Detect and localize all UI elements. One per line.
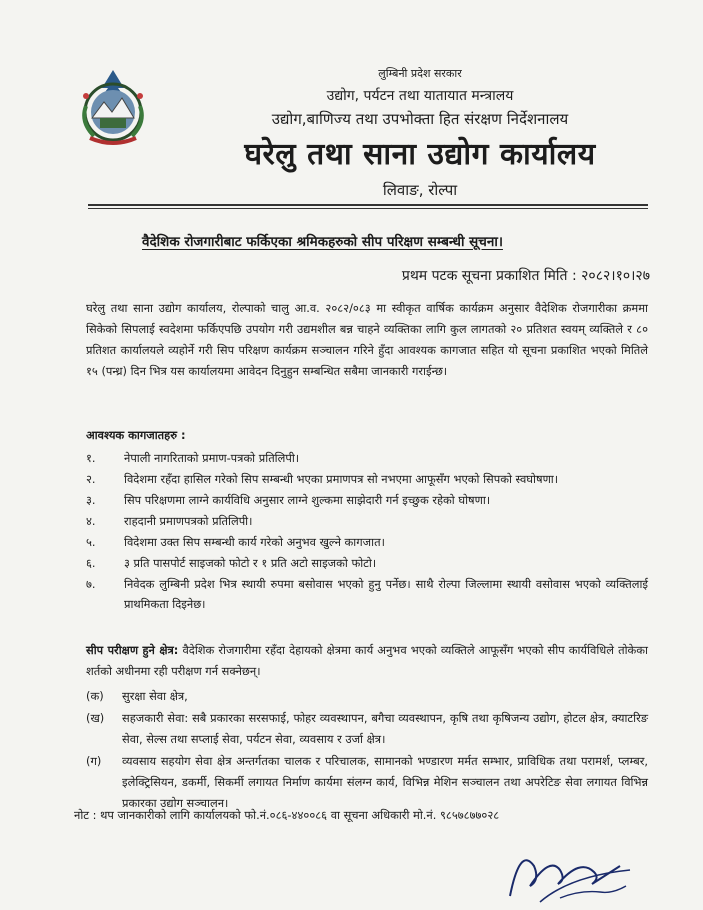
item-number: (ग) <box>86 754 102 768</box>
list-item <box>86 490 648 510</box>
list-item <box>86 553 648 573</box>
list-item <box>86 751 648 814</box>
item-text: सहजकारी सेवा: सबै प्रकारका सरसफाई, फोहर व्यवस्थापन, बगैचा व्यवस्थापन, कृषि तथा कृषिजन्य उद्योग, होटल क्षेत्र, क्याटरिङ सेवा, सेल्स तथा सप्लाई सेवा, पर्यटन सेवा, व्यवसाय र उर्जा क्षेत्र। <box>122 711 648 746</box>
item-text: नेपाली नागरिताको प्रमाण-पत्रको प्रतिलिपी। <box>124 451 300 465</box>
item-number: ७. <box>86 577 96 591</box>
header-divider-thin <box>88 208 648 209</box>
item-text: व्यवसाय सहयोग सेवा क्षेत्र अन्तर्गतका चालक र परिचालक, सामानको भण्डारण मर्मत सम्भार, प्राविधिक तथा परामर्श, प्लम्बर, इलेक्ट्रिसियन, डकर्मी, सिकर्मी लगायत निर्माण कार्यमा संलग्न कार्य, विभिन्न मेशिन सञ्चालन तथा अपरेटिङ सेवा लगायत विभिन्न प्रकारका उद्योग सञ्चालन। <box>122 754 648 810</box>
item-text: ३ प्रति पासपोर्ट साइजको फोटो र १ प्रति अटो साइजको फोटो। <box>124 556 377 570</box>
item-number: ३. <box>86 493 96 507</box>
item-text: सिप परिक्षणमा लाग्ने कार्यविधि अनुसार लाग्ने शुल्कमा साझेदारी गर्न इच्छुक रहेको घोषणा। <box>124 493 491 507</box>
item-text: विदेशमा उक्त सिप सम्बन्धी कार्य गरेको अनुभव खुल्ने कागजात। <box>124 535 385 549</box>
item-number: २. <box>86 472 96 486</box>
list-item <box>86 686 648 707</box>
government-emblem-icon <box>72 66 154 148</box>
item-text: निवेदक लुम्बिनी प्रदेश भित्र स्थायी रुपमा बसोवास भएको हुनु पर्नेछ। साथै रोल्पा जिल्लामा स्थायी वसोवास भएको व्यक्तिलाई प्राथमिकता दिइनेछ। <box>124 577 648 611</box>
item-number: ४. <box>86 514 96 528</box>
publish-date: प्रथम पटक सूचना प्रकाशित मिति : २०८२।१०।२७ <box>401 268 650 284</box>
sectors-paragraph <box>86 640 648 682</box>
documents-title: आवश्यक कागजातहरु : <box>86 428 186 442</box>
notice-subject: वैदेशिक रोजगारीबाट फर्किएका श्रमिकहरुको सीप परिक्षण सम्बन्धी सूचना। <box>142 234 503 250</box>
notice-body: घरेलु तथा साना उद्योग कार्यालय, रोल्पाको चालु आ.व. २०८२/०८३ मा स्वीकृत वार्षिक कार्यक्रम अनुसार वैदेशिक रोजगारीका क्रममा सिकेको सिपलाई स्वदेशमा फर्किएपछि उपयोग गरी उद्यमशील बन्न चाहने व्यक्तिका लागि कुल लागतको २० प्रतिशत स्वयम् व्यक्तिले र ८० प्रतिशत कार्यालयले व्यहोर्ने गरी सिप परिक्षण कार्यक्रम सञ्चालन गरिने हुँदा आवश्यक कागजात सहित यो सूचना प्रकाशित भएको मितिले १५ (पन्ध्र) दिन भित्र यस कार्यालयमा आवेदन दिनुहुन सम्बन्धित सबैमा जानकारी गराईन्छ। <box>86 301 648 378</box>
office-location: लिवाङ, रोल्पा <box>382 181 458 199</box>
item-number: (क) <box>86 689 104 703</box>
contact-note: नोट : थप जानकारीको लागि कार्यालयको फो.नं.०८६-४४००८६ वा सूचना अधिकारी मो.नं. ९८५७८७७०२८ <box>74 808 500 822</box>
item-number: ५. <box>86 535 96 549</box>
list-item <box>86 574 648 614</box>
item-number: (ख) <box>86 711 105 725</box>
signature-icon <box>500 836 640 906</box>
government-name: लुम्बिनी प्रदेश सरकार <box>378 67 462 80</box>
sectors-text: वैदेशिक रोजगारीमा रहँदा देहायको क्षेत्रमा कार्य अनुभव भएको व्यक्तिले आफूसँग भएको सीप कार्यविधिले तोकेका शर्तको अधीनमा रही परीक्षण गर्न सक्नेछन्। <box>86 643 648 678</box>
item-number: ६. <box>86 556 96 570</box>
directorate-name: उद्योग,बाणिज्य तथा उपभोक्ता हित संरक्षण निर्देशनालय <box>271 110 569 128</box>
list-item <box>86 532 648 552</box>
item-text: राहदानी प्रमाणपत्रको प्रतिलिपी। <box>124 514 253 528</box>
item-text: विदेशमा रहँदा हासिल गरेको सिप सम्बन्धी भएका प्रमाणपत्र सो नभएमा आफूसँग भएको सिपको स्वघोषणा। <box>124 472 559 486</box>
header-divider <box>88 204 648 206</box>
office-name: घरेलु तथा साना उद्योग कार्यालय <box>244 137 596 172</box>
list-item <box>86 448 648 468</box>
documents-list <box>86 448 648 615</box>
sectors-list <box>86 686 648 815</box>
list-item <box>86 708 648 750</box>
ministry-name: उद्योग, पर्यटन तथा यातायात मन्त्रालय <box>326 88 514 104</box>
item-text: सुरक्षा सेवा क्षेत्र, <box>122 689 188 703</box>
list-item <box>86 511 648 531</box>
sectors-lead: सीप परीक्षण हुने क्षेत्र: <box>86 643 179 657</box>
item-number: १. <box>86 451 96 465</box>
list-item <box>86 469 648 489</box>
